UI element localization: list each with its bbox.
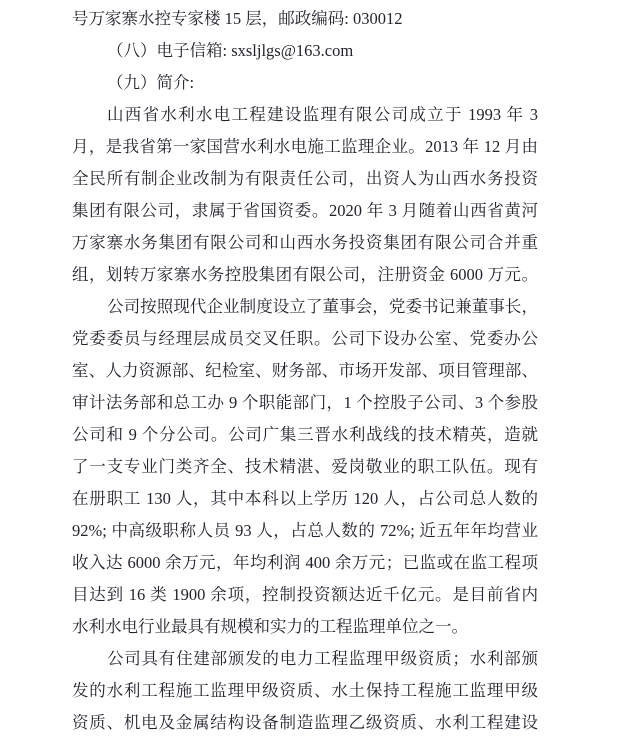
text-line: 万家寨水务集团有限公司和山西水务投资集团有限公司合并重 — [72, 233, 538, 252]
text-line: 水利水电行业最具有规模和实力的工程监理单位之一。 — [72, 617, 468, 636]
text-line: 收入达 6000 余万元，年均利润 400 余万元；已监或在监工程项 — [72, 553, 538, 572]
text-line: （八）电子信箱: sxsljlgs@163.com — [107, 41, 354, 60]
text-line: 室、人力资源部、纪检室、财务部、市场开发部、项目管理部、 — [72, 361, 538, 380]
document-text — [72, 3, 538, 739]
text-line: 了一支专业门类齐全、技术精湛、爱岗敬业的职工队伍。现有 — [72, 457, 538, 476]
text-line: 目达到 16 类 1900 余项，控制投资额达近千亿元。是目前省内 — [72, 585, 538, 604]
text-line: 92%; 中高级职称人员 93 人，占总人数的 72%; 近五年年均营业 — [72, 521, 538, 540]
text-line: 山西省水利水电工程建设监理有限公司成立于 1993 年 3 — [107, 105, 538, 124]
text-line: 公司具有住建部颁发的电力工程监理甲级资质；水利部颁 — [107, 649, 538, 668]
text-line: 集团有限公司，隶属于省国资委。2020 年 3 月随着山西省黄河 — [72, 201, 538, 220]
text-line: （九）简介: — [107, 73, 195, 92]
text-line: 发的水利工程施工监理甲级资质、水土保持工程施工监理甲级 — [72, 681, 538, 700]
text-line: 在册职工 130 人，其中本科以上学历 120 人，占公司总人数的 — [72, 489, 538, 508]
text-line: 全民所有制企业改制为有限责任公司，出资人为山西水务投资 — [72, 169, 538, 188]
text-line: 组，划转万家寨水务控股集团有限公司，注册资金 6000 万元。 — [72, 265, 538, 284]
text-line: 号万家寨水控专家楼 15 层，邮政编码: 030012 — [72, 9, 403, 28]
text-line: 月，是我省第一家国营水利水电施工监理企业。2013 年 12 月由 — [72, 137, 538, 156]
text-line: 审计法务部和总工办 9 个职能部门，1 个控股子公司、3 个参股 — [72, 393, 538, 412]
text-line: 公司和 9 个分公司。公司广集三晋水利战线的技术精英，造就 — [72, 425, 538, 444]
text-line: 资质、机电及金属结构设备制造监理乙级资质、水利工程建设 — [72, 713, 538, 732]
text-line: 党委委员与经理层成员交叉任职。公司下设办公室、党委办公 — [72, 329, 538, 348]
text-line: 公司按照现代企业制度设立了董事会，党委书记兼董事长， — [107, 297, 538, 316]
